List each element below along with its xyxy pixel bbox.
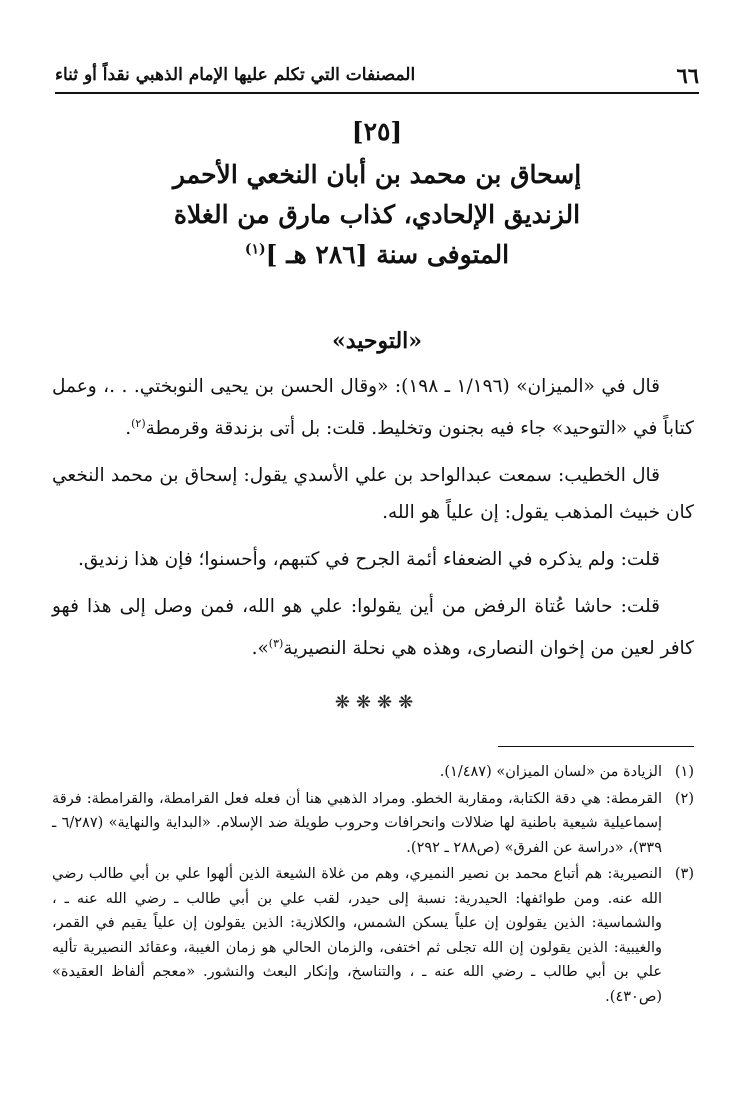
footnote-2-text: القرمطة: هي دقة الكتابة، ومقاربة الخطو. ومراد الذهبي هنا أن فعله فعل القرامطة، والقرامطة: فرقة إسماعيلية شيعية باطنية لها ضلالات وانحرافات وحروب طويلة ضد الإسلام. «البداية والنهاية» (٦/٢٨٧ ـ ٣٣٩)، «دراسة عن الفرق» (ص٢٨٨ ـ ٢٩٢). xyxy=(52,790,662,856)
footnote-1-text: الزيادة من «لسان الميزان» (١/٤٨٧). xyxy=(439,764,662,780)
footnote-ref-3[interactable]: (٣) xyxy=(268,637,284,651)
footnote-ref-2[interactable]: (٢) xyxy=(131,417,146,430)
death-year: المتوفى سنة [٢٨٦ هـ ] xyxy=(265,240,510,269)
book-title: المصنفات التي تكلم عليها الإمام الذهبي نقداً أو ثناء xyxy=(55,65,416,85)
footnote-3 xyxy=(52,862,694,1009)
paragraph-2 xyxy=(52,457,694,531)
running-header xyxy=(55,58,699,94)
paragraph-1-text: قال في «الميزان» (١/١٩٦ ـ ١٩٨): «وقال الحسن بن يحيى النوبختي. . .، وعمل كتاباً في «التوحيد» جاء فيه بجنون وتخليط. قلت: بل أتى بزندقة وقرمطة xyxy=(52,376,694,440)
entry-title-line-2: الزنديق الإلحادي، كذاب مارق من الغلاة xyxy=(173,200,581,229)
page-number: ٦٦ xyxy=(676,62,699,88)
section-separator: ❋❋❋❋ xyxy=(334,692,420,713)
paragraph-4 xyxy=(52,588,694,667)
footnotes xyxy=(52,760,694,1011)
entry-title-line-3 xyxy=(0,240,754,269)
footnote-3-text: النصيرية: هم أتباع محمد بن نصير النميري، وهم من غلاة الشيعة الذين ألهوا علي بن أبي طالب رضي الله عنه. ومن طوائفها: الحيدرية: نسبة إلى حيدر، لقب علي بن أبي طالب ـ رضي الله عنه ـ ، والشماسية: الذين يقولون إن علياً يسكن الشمس، والكلازية: الذين يقولون إن علياً يقيم في القمر، والغيبية: الذين يقولون إن الله تجلى ثم اختفى، والزمان الحالي هو زمان الغيبة، وعقائد النصيرية تأليه علي بن أبي طالب ـ رضي الله عنه ـ ، والتناسخ، وإنكار البعث والنشور. «معجم ألفاظ العقيدة» (ص٤٣٠). xyxy=(52,866,662,1005)
footnote-3-marker: (٣) xyxy=(674,866,694,882)
work-heading: «التوحيد» xyxy=(331,328,423,354)
entry-title-line-1: إسحاق بن محمد بن أبان النخعي الأحمر xyxy=(172,160,582,189)
footnote-divider xyxy=(498,746,694,747)
footnote-2-marker: (٢) xyxy=(674,790,694,807)
entry-number: [٢٥] xyxy=(351,117,403,146)
paragraph-1 xyxy=(52,368,694,447)
footnote-2 xyxy=(52,787,694,861)
main-text xyxy=(52,368,694,677)
paragraph-3-text: قلت: ولم يذكره في الضعفاء أئمة الجرح في كتبهم، وأحسنوا؛ فإن هذا زنديق. xyxy=(77,549,660,571)
paragraph-3 xyxy=(52,541,694,578)
footnote-1-marker: (١) xyxy=(674,764,694,780)
paragraph-2-text: قال الخطيب: سمعت عبدالواحد بن علي الأسدي يقول: إسحاق بن محمد النخعي كان خبيث المذهب يقول: إن علياً هو الله. xyxy=(52,465,694,524)
footnote-ref-1[interactable]: (١) xyxy=(244,241,266,258)
footnote-1 xyxy=(52,760,694,785)
paragraph-1-tail: . xyxy=(125,418,132,440)
paragraph-4-tail: ». xyxy=(251,638,269,660)
paragraph-4-text: قلت: حاشا عُتاة الرفض من أين يقولوا: علي هو الله، فمن وصل إلى هذا فهو كافر لعين من إخوان النصارى، وهذه هي نحلة النصيرية xyxy=(52,596,694,660)
